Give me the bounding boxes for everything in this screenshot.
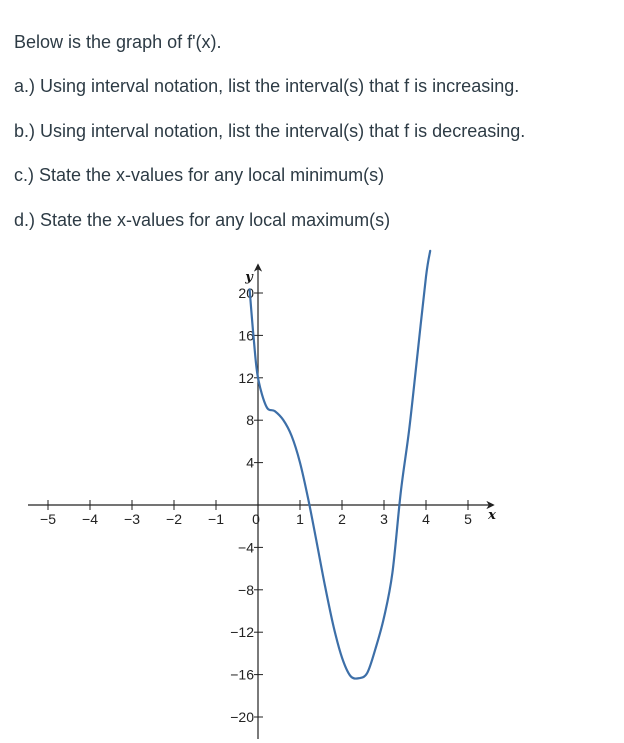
question-a: a.) Using interval notation, list the interval(s) that f is increasing. [14, 76, 520, 96]
y-tick-label: 12 [238, 369, 254, 386]
y-axis-label: y [245, 270, 253, 285]
tick-labels [40, 270, 496, 725]
axes [28, 265, 493, 739]
y-tick-label: 8 [246, 412, 254, 429]
x-tick-label: −4 [82, 511, 98, 527]
y-tick-label: −16 [230, 666, 254, 683]
x-tick-label: −5 [40, 511, 56, 527]
x-tick-label: 3 [380, 511, 388, 527]
x-tick-label: −3 [124, 511, 140, 527]
y-tick-label: −20 [230, 709, 254, 725]
x-tick-label: 0 [252, 511, 260, 527]
x-tick-label: 5 [464, 511, 472, 527]
y-tick-label: −12 [230, 624, 254, 641]
x-tick-label: 4 [422, 511, 430, 527]
y-tick-label: 4 [246, 454, 254, 471]
x-tick-label: 2 [338, 511, 346, 527]
x-tick-label: −1 [208, 511, 224, 527]
question-d: d.) State the x-values for any local maximum(s) [14, 210, 391, 230]
curve-layer [250, 251, 431, 679]
y-tick-label: −4 [238, 539, 254, 556]
y-tick-label: 16 [238, 327, 254, 344]
x-tick-label: 1 [296, 511, 304, 527]
y-tick-label: −8 [238, 581, 254, 598]
y-tick-label: 20 [238, 285, 254, 301]
question-b: b.) Using interval notation, list the interval(s) that f is decreasing. [14, 121, 526, 141]
fprime-curve [250, 251, 431, 679]
question-c: c.) State the x-values for any local minimum(s) [14, 165, 385, 185]
x-axis-label: x [488, 508, 496, 523]
x-tick-label: −2 [166, 511, 182, 527]
intro-text: Below is the graph of f'(x). [14, 32, 222, 52]
